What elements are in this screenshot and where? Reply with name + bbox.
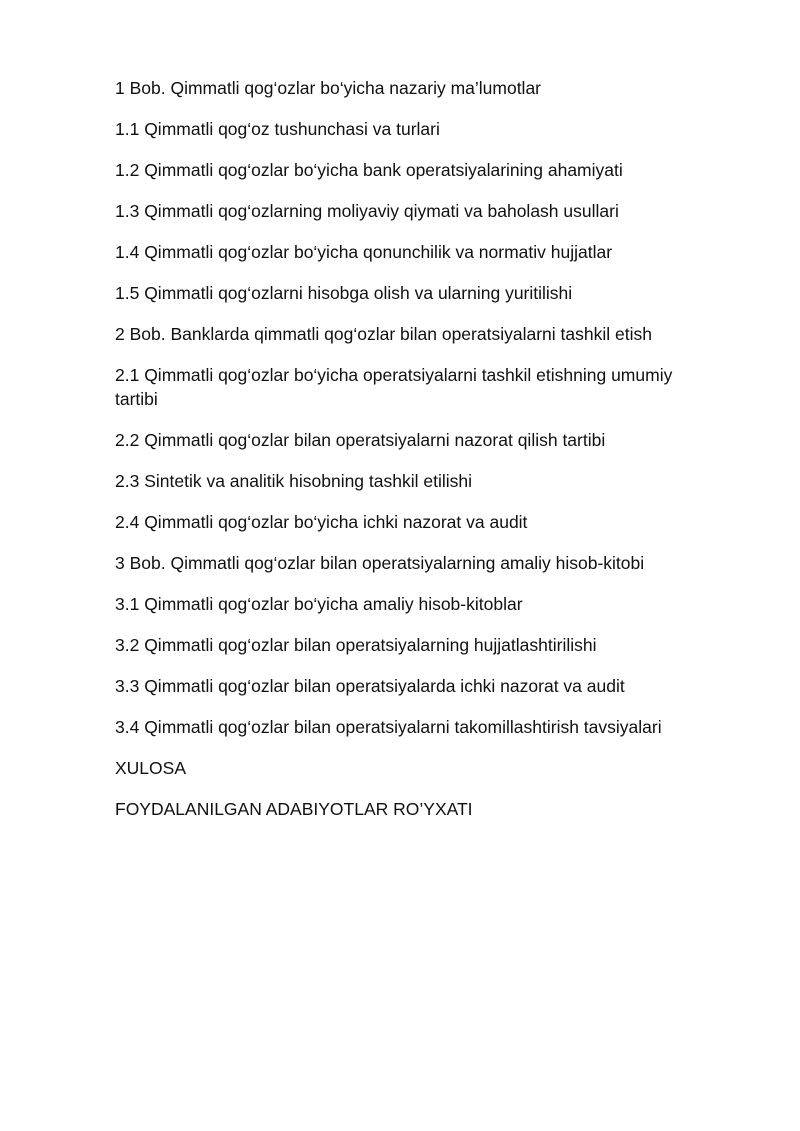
section-2-2: 2.2 Qimmatli qog‘ozlar bilan operatsiyalarni nazorat qilish tartibi	[115, 430, 606, 450]
table-of-contents	[115, 76, 755, 838]
references-heading: FOYDALANILGAN ADABIYOTLAR RO’YXATI	[115, 799, 473, 819]
section-1-3: 1.3 Qimmatli qog‘ozlarning moliyaviy qiymati va baholash usullari	[115, 201, 619, 221]
section-2-1: 2.1 Qimmatli qog‘ozlar bo‘yicha operatsiyalarni tashkil etishning umumiy tartibi	[115, 365, 673, 409]
section-2-3: 2.3 Sintetik va analitik hisobning tashkil etilishi	[115, 471, 472, 491]
conclusion-heading: XULOSA	[115, 758, 186, 778]
chapter-2-heading: 2 Bob. Banklarda qimmatli qog‘ozlar bilan operatsiyalarni tashkil etish	[115, 324, 652, 344]
section-3-3: 3.3 Qimmatli qog‘ozlar bilan operatsiyalarda ichki nazorat va audit	[115, 676, 625, 696]
section-1-1: 1.1 Qimmatli qog‘oz tushunchasi va turlari	[115, 119, 440, 139]
section-1-4: 1.4 Qimmatli qog‘ozlar bo‘yicha qonunchilik va normativ hujjatlar	[115, 242, 613, 262]
section-3-2: 3.2 Qimmatli qog‘ozlar bilan operatsiyalarning hujjatlashtirilishi	[115, 635, 597, 655]
section-3-1: 3.1 Qimmatli qog‘ozlar bo‘yicha amaliy hisob-kitoblar	[115, 594, 523, 614]
section-2-4: 2.4 Qimmatli qog‘ozlar bo‘yicha ichki nazorat va audit	[115, 512, 528, 532]
section-1-2: 1.2 Qimmatli qog‘ozlar bo‘yicha bank operatsiyalarining ahamiyati	[115, 160, 623, 180]
chapter-3-heading: 3 Bob. Qimmatli qog‘ozlar bilan operatsiyalarning amaliy hisob-kitobi	[115, 553, 645, 573]
chapter-1-heading: 1 Bob. Qimmatli qog‘ozlar bo‘yicha nazariy ma’lumotlar	[115, 78, 542, 98]
section-1-5: 1.5 Qimmatli qog‘ozlarni hisobga olish va ularning yuritilishi	[115, 283, 573, 303]
section-3-4: 3.4 Qimmatli qog‘ozlar bilan operatsiyalarni takomillashtirish tavsiyalari	[115, 717, 662, 737]
